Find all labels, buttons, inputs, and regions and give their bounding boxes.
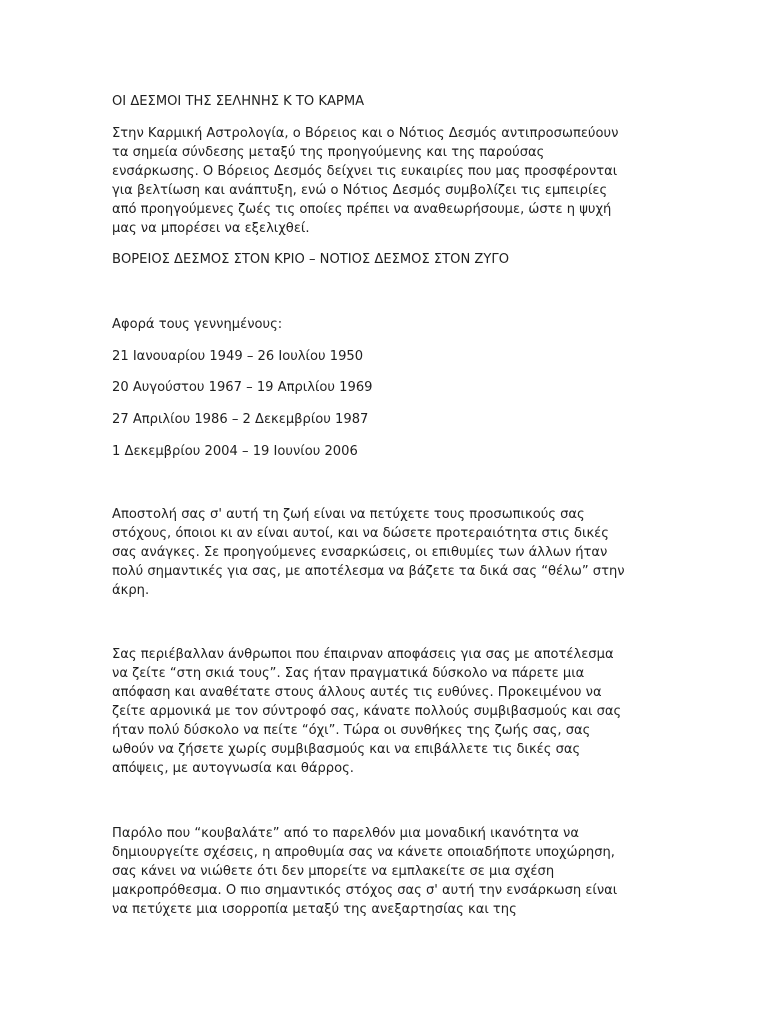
paragraph-line: Παρόλο που “κουβαλάτε” από το παρελθόν μια μοναδική ικανότητα να: [112, 826, 579, 841]
paragraph-line: Αποστολή σας σ' αυτή τη ζωή είναι να πετύχετε τους προσωπικούς σας: [112, 507, 585, 522]
date-range: 21 Ιανουαρίου 1949 – 26 Ιουλίου 1950: [112, 349, 364, 364]
paragraph-mission: [112, 505, 660, 600]
paragraph-line: να πετύχετε μια ισορροπία μεταξύ της ανεξαρτησίας και της: [112, 902, 517, 917]
paragraph-line: απόφαση και αναθέτατε στους άλλους αυτές τις ευθύνες. Προκειμένου να: [112, 685, 602, 700]
date-range: 1 Δεκεμβρίου 2004 – 19 Ιουνίου 2006: [112, 444, 358, 459]
date-range: 20 Αυγούστου 1967 – 19 Απριλίου 1969: [112, 380, 373, 395]
paragraph-line: δημιουργείτε σχέσεις, η απροθυμία σας να κάνετε οποιαδήποτε υποχώρηση,: [112, 845, 615, 860]
paragraph-line: να ζείτε “στη σκιά τους”. Σας ήταν πραγματικά δύσκολο να πάρετε μια: [112, 666, 585, 681]
intro-paragraph: [112, 124, 660, 238]
paragraph-line: ζείτε αρμονικά με τον σύντροφό σας, κάνατε πολλούς συμβιβασμούς και σας: [112, 704, 622, 719]
paragraph-line: απόψεις, με αυτογνωσία και θάρρος.: [112, 761, 354, 776]
paragraph-line: σας ανάγκες. Σε προηγούμενες ενσαρκώσεις, οι επιθυμίες των άλλων ήταν: [112, 545, 608, 560]
paragraph-line: στόχους, όποιοι κι αν είναι αυτοί, και να δώσετε προτεραιότητα στις δικές: [112, 526, 609, 541]
paragraph-line: ήταν πολύ δύσκολο να πείτε “όχι”. Τώρα οι συνθήκες της ζωής σας, σας: [112, 723, 591, 738]
intro-line: για βελτίωση και ανάπτυξη, ενώ ο Νότιος Δεσμός συμβολίζει τις εμπειρίες: [112, 183, 608, 198]
paragraph-line: μακροπρόθεσμα. Ο πιο σημαντικός στόχος σας σ' αυτή την ενσάρκωση είναι: [112, 883, 618, 898]
intro-line: ενσάρκωσης. Ο Βόρειος Δεσμός δείχνει τις ευκαιρίες που μας προσφέρονται: [112, 164, 618, 179]
date-range: 27 Απριλίου 1986 – 2 Δεκεμβρίου 1987: [112, 412, 369, 427]
paragraph-past: [112, 645, 660, 778]
paragraph-line: Σας περιέβαλλαν άνθρωποι που έπαιρναν αποφάσεις για σας με αποτέλεσμα: [112, 647, 614, 662]
births-label: Αφορά τους γεννημένους:: [112, 317, 283, 332]
section-subtitle: ΒΟΡΕΙΟΣ ΔΕΣΜΟΣ ΣΤΟΝ ΚΡΙΟ – ΝΟΤΙΟΣ ΔΕΣΜΟΣ ΣΤΟΝ ΖΥΓΟ: [112, 252, 510, 267]
document-title: ΟΙ ΔΕΣΜΟΙ ΤΗΣ ΣΕΛΗΝΗΣ Κ ΤΟ ΚΑΡΜΑ: [112, 94, 365, 109]
paragraph-line: σας κάνει να νιώθετε ότι δεν μπορείτε να εμπλακείτε σε μια σχέση: [112, 864, 555, 879]
paragraph-line: ωθούν να ζήσετε χωρίς συμβιβασμούς και να επιβάλλετε τις δικές σας: [112, 742, 581, 757]
paragraph-line: άκρη.: [112, 583, 150, 598]
intro-line: από προηγούμενες ζωές τις οποίες πρέπει να αναθεωρήσουμε, ώστε η ψυχή: [112, 202, 612, 217]
paragraph-line: πολύ σημαντικές για σας, με αποτέλεσμα να βάζετε τα δικά σας “θέλω” στην: [112, 564, 625, 579]
paragraph-relationships: [112, 824, 660, 919]
intro-line: Στην Καρμική Αστρολογία, ο Βόρειος και ο Νότιος Δεσμός αντιπροσωπεύουν: [112, 126, 619, 141]
intro-line: μας να μπορέσει να εξελιχθεί.: [112, 221, 310, 236]
intro-line: τα σημεία σύνδεσης μεταξύ της προηγούμενης και της παρούσας: [112, 145, 545, 160]
